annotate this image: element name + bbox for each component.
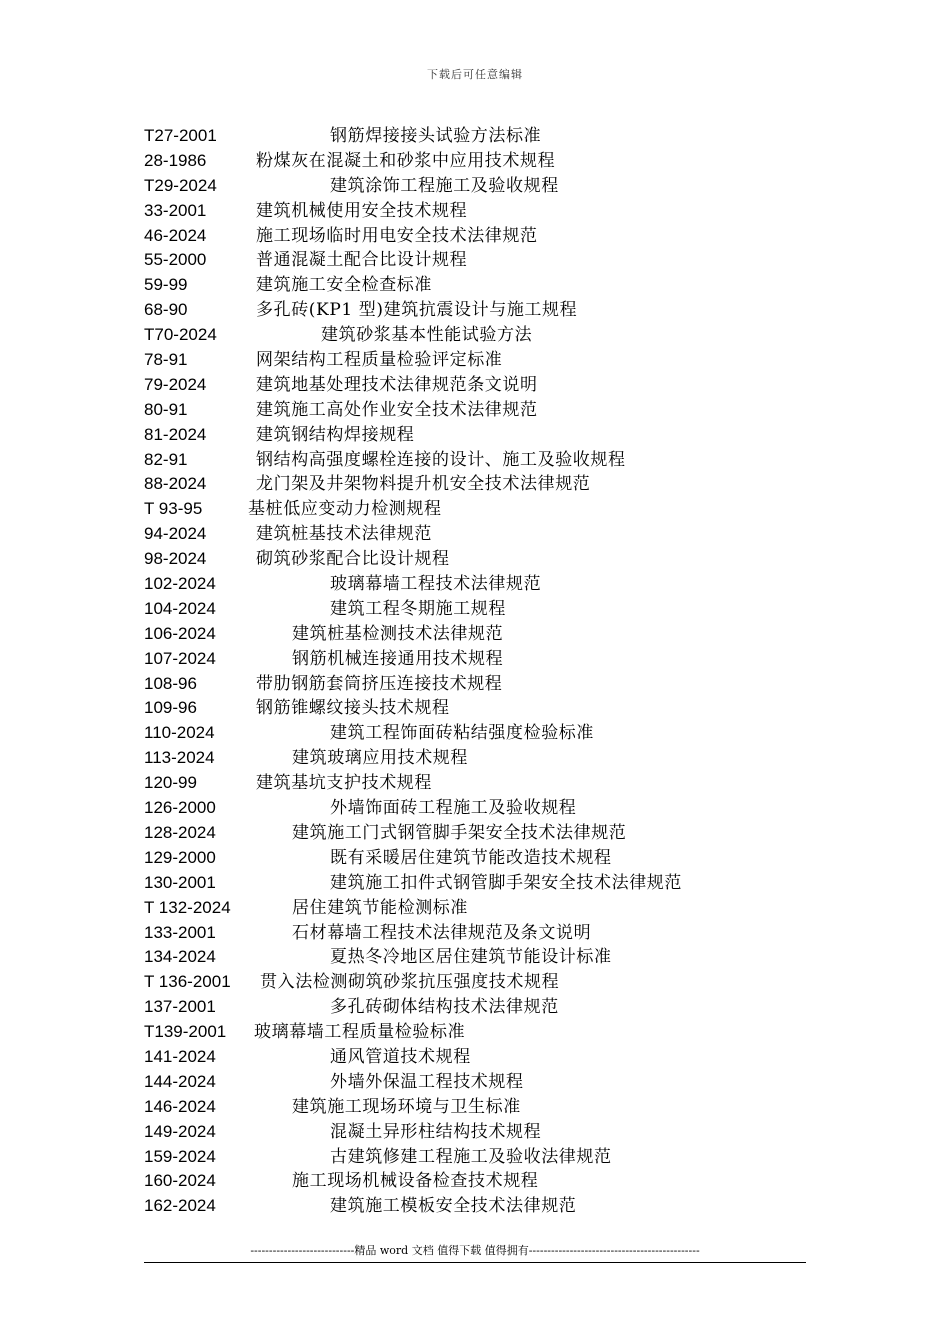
standard-row	[0, 323, 950, 348]
standard-code: 126-2000	[144, 798, 216, 818]
standard-title: 外墙饰面砖工程施工及验收规程	[330, 798, 577, 819]
standard-title: 建筑施工高处作业安全技术法律规范	[256, 399, 538, 420]
standard-row	[0, 149, 950, 174]
standard-title: 普通混凝土配合比设计规程	[256, 250, 468, 271]
standard-code: 80-91	[144, 399, 188, 419]
standard-code: 98-2024	[144, 549, 207, 569]
standard-code: 120-99	[144, 773, 197, 793]
footer-rule	[144, 1262, 806, 1263]
standard-row	[0, 721, 950, 746]
standards-list	[0, 124, 950, 1219]
footer-text: ----------------------------精品 word 文档 值得下载 值得拥有----------------------------------------------	[250, 1244, 700, 1257]
standard-code: T 136-2001	[144, 972, 231, 992]
standard-code: 134-2024	[144, 947, 216, 967]
standard-title: 玻璃幕墙工程技术法律规范	[330, 574, 542, 595]
standard-row	[0, 995, 950, 1020]
standard-title: 钢筋机械连接通用技术规程	[292, 648, 504, 669]
standard-code: T29-2024	[144, 175, 217, 195]
standard-row	[0, 497, 950, 522]
standard-code: 110-2024	[144, 723, 215, 743]
standard-code: 78-91	[144, 350, 188, 370]
standard-row	[0, 348, 950, 373]
standard-title: 建筑机械使用安全技术规程	[256, 200, 468, 221]
standard-row	[0, 298, 950, 323]
standard-row	[0, 1120, 950, 1145]
standard-title: 施工现场机械设备检查技术规程	[292, 1171, 539, 1192]
standard-row	[0, 970, 950, 995]
standard-title: 建筑施工门式钢管脚手架安全技术法律规范	[292, 822, 627, 843]
standard-code: 129-2000	[144, 847, 216, 867]
standard-title: 石材幕墙工程技术法律规范及条文说明	[292, 922, 592, 943]
standard-title: 施工现场临时用电安全技术法律规范	[256, 225, 538, 246]
standard-code: 88-2024	[144, 474, 207, 494]
standard-title: 建筑砂浆基本性能试验方法	[321, 325, 533, 346]
standard-row	[0, 398, 950, 423]
standard-code: 133-2001	[144, 922, 216, 942]
standard-title: 多孔砖(KP1 型)建筑抗震设计与施工规程	[256, 300, 578, 321]
standard-title: 建筑钢结构焊接规程	[256, 424, 415, 445]
standard-title: 建筑施工模板安全技术法律规范	[330, 1196, 577, 1217]
standard-code: 109-96	[144, 698, 197, 718]
standard-title: 建筑施工扣件式钢管脚手架安全技术法律规范	[330, 872, 682, 893]
standard-row	[0, 1070, 950, 1095]
standard-title: 龙门架及井架物料提升机安全技术法律规范	[256, 474, 591, 495]
standard-title: 建筑工程饰面砖粘结强度检验标准	[330, 723, 594, 744]
standard-title: 带肋钢筋套筒挤压连接技术规程	[256, 673, 503, 694]
standard-title: 砌筑砂浆配合比设计规程	[256, 549, 450, 570]
standard-title: 贯入法检测砌筑砂浆抗压强度技术规程	[260, 972, 560, 993]
standard-row	[0, 821, 950, 846]
standard-row	[0, 921, 950, 946]
standard-row	[0, 373, 950, 398]
standard-code: 59-99	[144, 275, 188, 295]
standard-title: 多孔砖砌体结构技术法律规范	[330, 997, 559, 1018]
standard-code: 146-2024	[144, 1096, 216, 1116]
standard-code: 141-2024	[144, 1046, 216, 1066]
standard-title: 粉煤灰在混凝土和砂浆中应用技术规程	[256, 150, 556, 171]
standard-code: 113-2024	[144, 748, 215, 768]
standard-row	[0, 597, 950, 622]
standard-row	[0, 1169, 950, 1194]
standard-row	[0, 224, 950, 249]
standard-title: 古建筑修建工程施工及验收法律规范	[330, 1146, 612, 1167]
standard-code: T27-2001	[144, 126, 217, 145]
standard-row	[0, 572, 950, 597]
standard-row	[0, 423, 950, 448]
standard-title: 外墙外保温工程技术规程	[330, 1071, 524, 1092]
standard-title: 玻璃幕墙工程质量检验标准	[254, 1022, 466, 1043]
standard-title: 建筑桩基检测技术法律规范	[292, 623, 504, 644]
standard-code: 55-2000	[144, 250, 207, 270]
standard-row	[0, 622, 950, 647]
page-footer	[144, 1243, 806, 1263]
standard-title: 钢结构高强度螺栓连接的设计、施工及验收规程	[256, 449, 626, 470]
standard-row	[0, 1020, 950, 1045]
standard-title: 建筑施工现场环境与卫生标准	[292, 1096, 521, 1117]
standard-row	[0, 124, 950, 149]
standard-row	[0, 174, 950, 199]
standard-code: 108-96	[144, 673, 197, 693]
standard-row	[0, 199, 950, 224]
standard-code: 106-2024	[144, 623, 216, 643]
standard-title: 钢筋焊接接头试验方法标准	[330, 126, 542, 146]
standard-row	[0, 547, 950, 572]
standard-code: 149-2024	[144, 1121, 216, 1141]
standard-title: 混凝土异形柱结构技术规程	[330, 1121, 542, 1142]
standard-title: 夏热冬冷地区居住建筑节能设计标准	[330, 947, 612, 968]
standard-row	[0, 472, 950, 497]
standard-code: 28-1986	[144, 150, 207, 170]
standard-row	[0, 1194, 950, 1219]
standard-code: 144-2024	[144, 1071, 216, 1091]
standard-code: T139-2001	[144, 1022, 227, 1042]
standard-title: 钢筋锥螺纹接头技术规程	[256, 698, 450, 719]
standard-row	[0, 1145, 950, 1170]
standard-row	[0, 746, 950, 771]
standard-row	[0, 672, 950, 697]
standard-row	[0, 796, 950, 821]
standard-code: 160-2024	[144, 1171, 216, 1191]
standard-title: 建筑玻璃应用技术规程	[292, 748, 468, 769]
standard-row	[0, 1045, 950, 1070]
standard-code: 68-90	[144, 300, 188, 320]
standard-code: 33-2001	[144, 200, 207, 220]
standard-row	[0, 522, 950, 547]
standard-row	[0, 945, 950, 970]
standard-title: 网架结构工程质量检验评定标准	[256, 350, 503, 371]
standard-code: 107-2024	[144, 648, 216, 668]
standard-code: 128-2024	[144, 822, 216, 842]
standard-title: 通风管道技术规程	[330, 1046, 471, 1067]
standard-code: 102-2024	[144, 574, 216, 594]
standard-code: 130-2001	[144, 872, 216, 892]
standard-row	[0, 273, 950, 298]
standard-row	[0, 846, 950, 871]
page-header: 下载后可任意编辑	[427, 68, 523, 81]
standard-row	[0, 871, 950, 896]
standard-code: 82-91	[144, 449, 188, 469]
standard-title: 既有采暖居住建筑节能改造技术规程	[330, 847, 612, 868]
standard-row	[0, 248, 950, 273]
standard-code: T 132-2024	[144, 897, 231, 917]
standard-code: 104-2024	[144, 598, 216, 618]
standard-code: T70-2024	[144, 325, 217, 345]
standard-row	[0, 647, 950, 672]
standard-code: 79-2024	[144, 374, 207, 394]
standard-title: 建筑桩基技术法律规范	[256, 524, 432, 545]
standard-row	[0, 1095, 950, 1120]
standard-code: 46-2024	[144, 225, 207, 245]
standard-code: 159-2024	[144, 1146, 216, 1166]
standard-code: 81-2024	[144, 424, 207, 444]
standard-title: 基桩低应变动力检测规程	[248, 499, 442, 520]
standard-row	[0, 896, 950, 921]
standard-row	[0, 771, 950, 796]
standard-code: 162-2024	[144, 1196, 216, 1216]
standard-code: 94-2024	[144, 524, 207, 544]
standard-title: 居住建筑节能检测标准	[292, 897, 468, 918]
standard-code: 137-2001	[144, 997, 216, 1017]
standard-row	[0, 448, 950, 473]
standard-title: 建筑工程冬期施工规程	[330, 598, 506, 619]
standard-title: 建筑基坑支护技术规程	[256, 773, 432, 794]
standard-title: 建筑地基处理技术法律规范条文说明	[256, 374, 538, 395]
standard-code: T 93-95	[144, 499, 203, 519]
standard-title: 建筑施工安全检查标准	[256, 275, 432, 296]
standard-row	[0, 696, 950, 721]
standard-title: 建筑涂饰工程施工及验收规程	[330, 175, 559, 196]
